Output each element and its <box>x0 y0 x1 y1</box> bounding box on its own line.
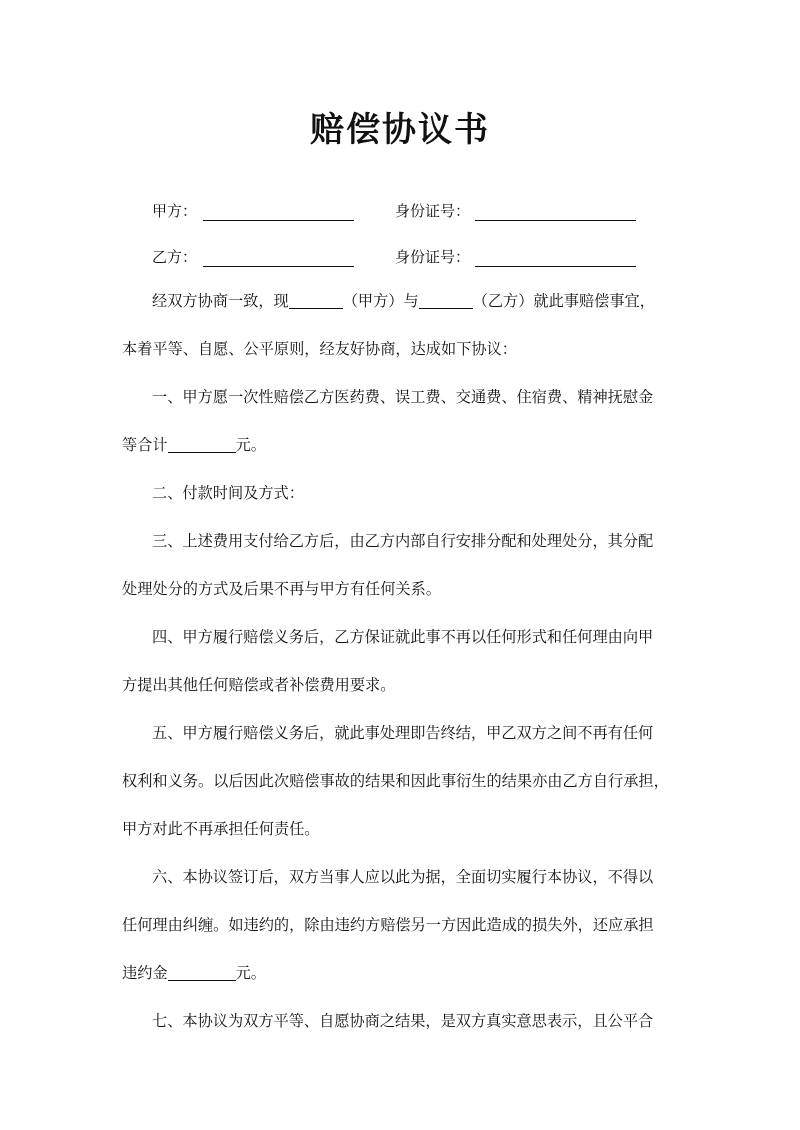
party-a-name-blank[interactable] <box>203 220 354 221</box>
clause-6-text-b: 元。 <box>235 964 266 982</box>
clause-4-line-1: 四、甲方履行赔偿义务后，乙方保证就此事不再以任何形式和任何理由向甲 <box>152 628 654 646</box>
clause-3-line-1: 三、上述费用支付给乙方后，由乙方内部自行安排分配和处理处分，其分配 <box>152 532 654 550</box>
clause-3-line-2: 处理处分的方式及后果不再与甲方有任何关系。 <box>122 580 441 598</box>
clause-1-amount-blank[interactable] <box>168 434 236 453</box>
party-a-id-blank[interactable] <box>475 220 636 221</box>
clause-7-line-1: 七、本协议为双方平等、自愿协商之结果，是双方真实意思表示，且公平合 <box>152 1012 654 1030</box>
clause-5-line-1: 五、甲方履行赔偿义务后，就此事处理即告终结，甲乙双方之间不再有任何 <box>152 724 654 742</box>
intro-line-1 <box>122 277 687 325</box>
party-b-label: 乙方： <box>152 248 198 266</box>
clause-5-line-3: 甲方对此不再承担任何责任。 <box>122 820 320 838</box>
clause-6-line-2: 任何理由纠缠。如违约的，除由违约方赔偿另一方因此造成的损失外，还应承担 <box>122 916 654 934</box>
intro-party-b-blank[interactable] <box>419 290 473 309</box>
clause-4-line-2: 方提出其他任何赔偿或者补偿费用要求。 <box>122 676 396 694</box>
clause-6-text-a: 违约金 <box>122 964 168 982</box>
party-a-id-label: 身份证号： <box>395 202 471 220</box>
intro-text-a: 经双方协商一致，现 <box>152 292 289 310</box>
intro-text-c: （乙方）就此事赔偿事宜， <box>472 292 655 310</box>
intro-line-2: 本着平等、自愿、公平原则，经友好协商，达成如下协议： <box>122 340 517 358</box>
intro-text-b: （甲方）与 <box>342 292 419 310</box>
clause-6-line-3 <box>122 949 687 997</box>
clause-6-penalty-blank[interactable] <box>168 962 236 981</box>
clause-1-text-a: 等合计 <box>122 436 168 454</box>
party-b-row <box>152 245 672 269</box>
agreement-body <box>122 277 687 1045</box>
document-title: 赔偿协议书 <box>310 110 490 150</box>
clause-1-line-1: 一、甲方愿一次性赔偿乙方医药费、误工费、交通费、住宿费、精神抚慰金 <box>152 388 654 406</box>
intro-party-a-blank[interactable] <box>289 290 343 309</box>
party-b-name-blank[interactable] <box>203 266 354 267</box>
party-b-id-blank[interactable] <box>475 266 636 267</box>
party-a-row <box>152 199 672 223</box>
clause-5-line-2: 权利和义务。以后因此次赔偿事故的结果和因此事衍生的结果亦由乙方自行承担， <box>122 772 669 790</box>
party-a-label: 甲方： <box>152 202 198 220</box>
clause-1-line-2 <box>122 421 687 469</box>
clause-6-line-1: 六、本协议签订后，双方当事人应以此为据，全面切实履行本协议，不得以 <box>152 868 654 886</box>
party-b-id-label: 身份证号： <box>395 248 471 266</box>
clause-2-line: 二、付款时间及方式： <box>152 484 304 502</box>
clause-1-text-b: 元。 <box>235 436 266 454</box>
